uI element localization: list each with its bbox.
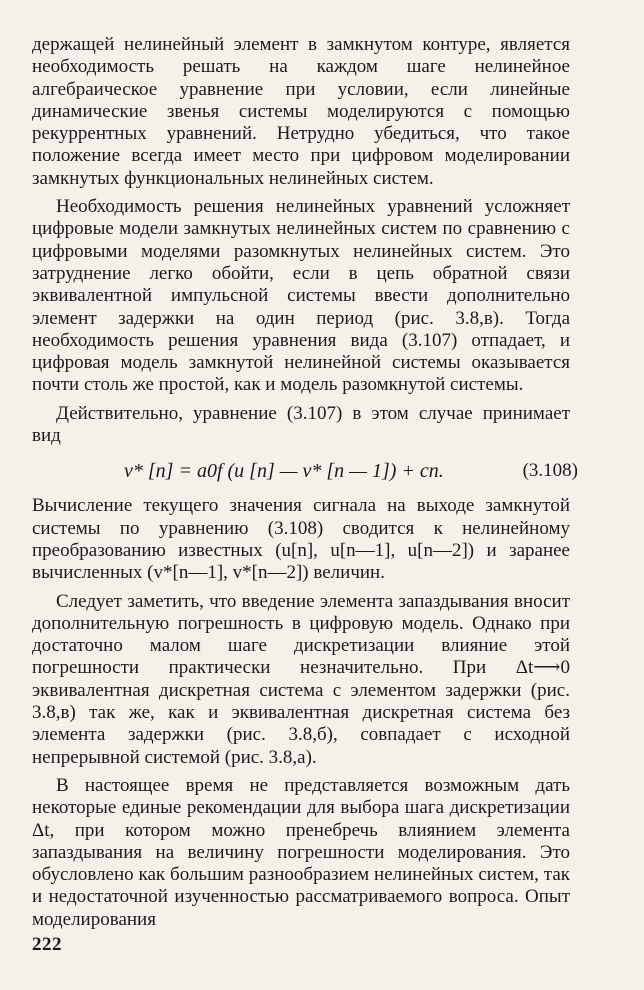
paragraph-computation: Вычисление текущего значения сигнала на выходе замкнутой системы по уравнению (3.108) сводится к нелинейному преобразованию известных (u[n], u[n—1], u[n—2]) и заранее вычисленных (v*[n—1], v*[n—2]) величин.: [32, 495, 570, 584]
paragraph-present-time: В настоящее время не представляется возможным дать некоторые единые рекомендации для выбора шага дискретизации Δt, при котором можно пренебречь влиянием элемента запаздывания на величину погрешности моделирования. Это обусловлено как большим разнообразием нелинейных систем, так и недостаточной изученностью рассматриваемого вопроса. Опыт моделирования: [32, 774, 570, 930]
paragraph-continuation: держащей нелинейный элемент в замкнутом контуре, является необходимость решать на каждом шаге нелинейное алгебраическое уравнение при условии, если линейные динамические звенья системы моделируются с помощью рекуррентных уравнений. Нетрудно убедиться, что такое положение всегда имеет место при цифровом моделировании замкнутых функциональных нелинейных систем.: [32, 34, 570, 189]
paragraph-note: Следует заметить, что введение элемента запаздывания вносит дополнительную погрешность в цифровую модель. Однако при достаточно малом шаге дискретизации влияние этой погрешности практически незначительно. При Δt⟶0 эквивалентная дискретная система с элементом задержки (рис. 3.8,в) так же, как и эквивалентная дискретная система без элемента задержки (рис. 3.8,б), совпадает с исходной непрерывной системой (рис. 3.8,а).: [32, 590, 570, 768]
paragraph-indeed: Действительно, уравнение (3.107) в этом случае принимает вид: [32, 402, 570, 447]
paragraph-necessity: Необходимость решения нелинейных уравнений усложняет цифровые модели замкнутых нелинейных систем по сравнению с цифровыми моделями разомкнутых нелинейных систем. Это затруднение легко обойти, если в цепь обратной связи эквивалентной импульсной системы ввести дополнительно элемент задержки на один период (рис. 3.8,в). Тогда необходимость решения уравнения вида (3.107) отпадает, и цифровая модель замкнутой нелинейной системы оказывается почти столь же простой, как и модель разомкнутой системы.: [32, 196, 570, 396]
equation-block: [32, 451, 578, 491]
page-number: 222: [32, 934, 62, 955]
equation-formula: v* [n] = a0f (u [n] — v* [n — 1]) + cn.: [124, 460, 444, 483]
equation-number: (3.108): [522, 460, 578, 482]
